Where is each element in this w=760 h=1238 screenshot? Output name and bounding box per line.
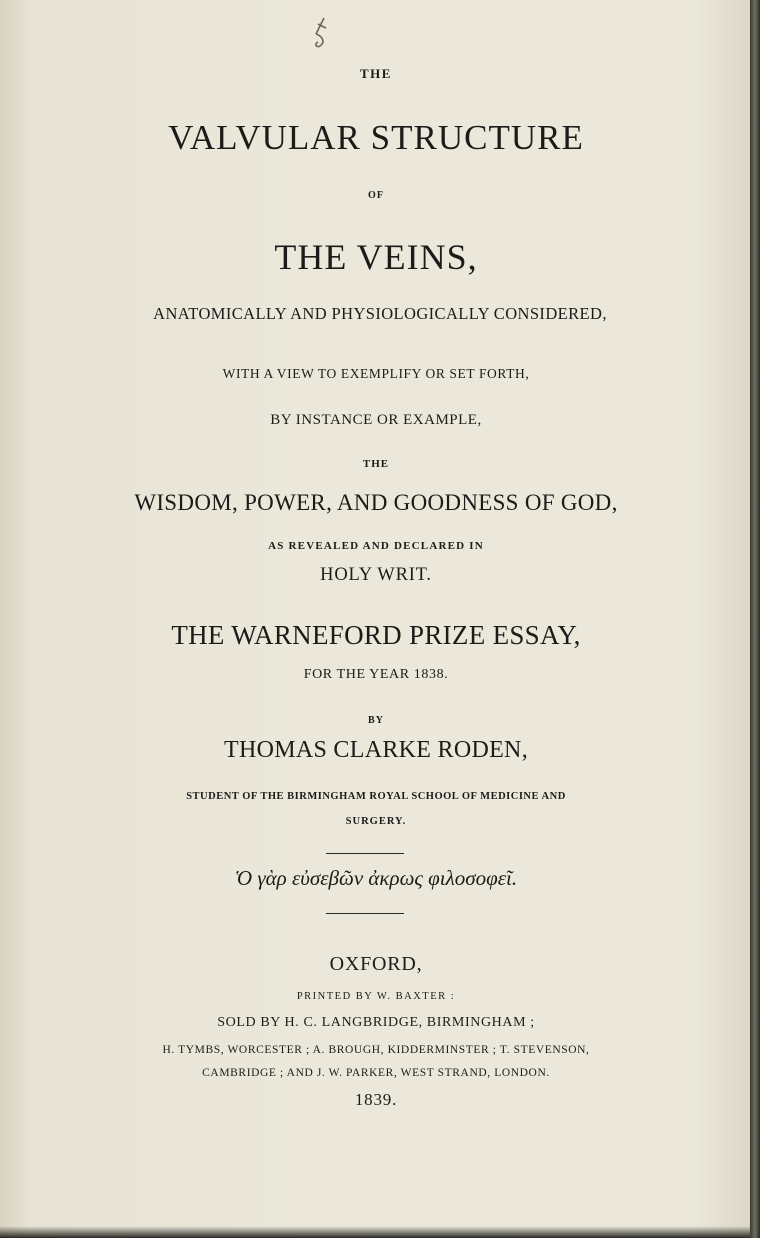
the-top: THE xyxy=(360,66,392,81)
sellers-line-2: CAMBRIDGE ; AND J. W. PARKER, WEST STRAND, LONDON. xyxy=(202,1067,550,1079)
of-label: OF xyxy=(368,190,384,201)
author-name: THOMAS CLARKE RODEN, xyxy=(223,737,528,763)
with-view-line: WITH A VIEW TO EXEMPLIFY OR SET FORTH, xyxy=(222,366,530,381)
by-label: BY xyxy=(368,715,384,726)
place-oxford: OXFORD, xyxy=(329,953,423,975)
holy-writ: HOLY WRIT. xyxy=(320,565,432,585)
page-bottom-edge xyxy=(0,1226,752,1238)
greek-epigraph: Ὁ γὰρ εὐσεβῶν ἀκρως φιλοσοφεῖ. xyxy=(234,866,518,890)
wisdom-line: WISDOM, POWER, AND GOODNESS OF GOD, xyxy=(134,490,618,515)
divider-top xyxy=(326,853,404,854)
sold-by-line: SOLD BY H. C. LANGBRIDGE, BIRMINGHAM ; xyxy=(217,1015,535,1030)
considered-line: ANATOMICALLY AND PHYSIOLOGICALLY CONSIDERED, xyxy=(153,304,607,323)
as-revealed-line: AS REVEALED AND DECLARED IN xyxy=(268,540,484,552)
by-instance-line: BY INSTANCE OR EXAMPLE, xyxy=(270,412,482,428)
pencil-mark-icon xyxy=(306,14,336,50)
printer-line: PRINTED BY W. BAXTER : xyxy=(296,991,456,1002)
veins-heading: THE VEINS, xyxy=(274,237,478,277)
binding-edge xyxy=(750,0,760,1238)
main-title: VALVULAR STRUCTURE xyxy=(168,118,584,157)
divider-bottom xyxy=(326,913,404,914)
sellers-line-1: H. TYMBS, WORCESTER ; A. BROUGH, KIDDERMINSTER ; T. STEVENSON, xyxy=(162,1044,590,1056)
year: 1839. xyxy=(354,1090,398,1109)
prize-essay-heading: THE WARNEFORD PRIZE ESSAY, xyxy=(171,620,581,650)
student-line-1: STUDENT OF THE BIRMINGHAM ROYAL SCHOOL OF MEDICINE AND xyxy=(186,791,566,802)
for-year-line: FOR THE YEAR 1838. xyxy=(303,667,449,682)
student-line-2: SURGERY. xyxy=(345,816,407,827)
the-mid: THE xyxy=(362,458,390,470)
